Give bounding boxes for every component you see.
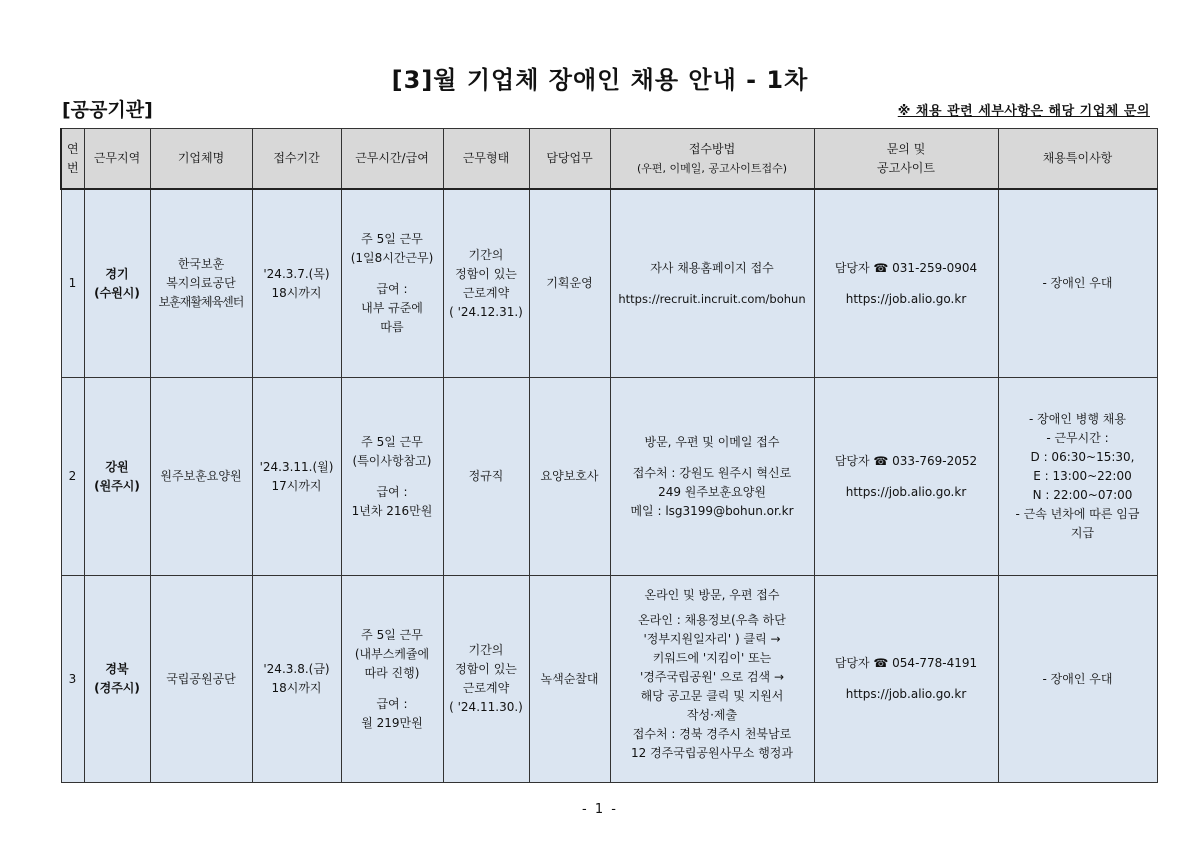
header-type: 근무형태 [443,129,529,190]
table-row [61,378,1157,576]
method-cell: 온라인 및 방문, 우편 접수 온라인 : 채용정보(우측 하단 '정부지원일자리' ) 클릭 → 키워드에 '지킴이' 또는 '경주국립공원' 으로 검색 → 해당 공고문 클릭 및 지원서 작성·제출 접수처 : 경북 경주시 천북남로 12 경주국립공원사무소 행정과 [610,576,814,783]
row-number: 1 [61,189,84,378]
page-title: [3]월 기업체 장애인 채용 안내 - 1차 [391,66,809,94]
method-cell: 방문, 우편 및 이메일 접수 접수처 : 강원도 원주시 혁신로 249 원주보훈요양원 메일 : lsg3199@bohun.or.kr [610,378,814,576]
company-cell: 국립공원공단 [150,576,252,783]
special-notes-cell: - 장애인 병행 채용 - 근무시간 : D : 06:30~15:30, E : 13:00~22:00 N : 22:00~07:00 - 근속 년차에 따른 임금 지급 [998,378,1157,576]
company-cell: 한국보훈 복지의료공단 보훈재활체육센터 [150,189,252,378]
special-notes-cell: - 장애인 우대 [998,576,1157,783]
type-cell: 정규직 [443,378,529,576]
inquiry-note: ※ 채용 관련 세부사항은 해당 기업체 문의 [897,104,1150,119]
header-hours-pay: 근무시간/급여 [341,129,443,190]
duty-cell: 녹색순찰대 [529,576,610,783]
email-link[interactable]: 메일 : lsg3199@bohun.or.kr [630,503,794,518]
header-company: 기업체명 [150,129,252,190]
header-contact: 문의 및 공고사이트 [814,129,998,190]
period-cell: '24.3.11.(월) 17시까지 [252,378,341,576]
duty-cell: 요양보호사 [529,378,610,576]
row-number: 2 [61,378,84,576]
header-region: 근무지역 [84,129,150,190]
hours-pay-cell: 주 5일 근무 (특이사항참고) 급여 : 1년차 216만원 [341,378,443,576]
hours-pay-cell: 주 5일 근무 (내부스케쥴에 따라 진행) 급여 : 월 219만원 [341,576,443,783]
header-duty: 담당업무 [529,129,610,190]
row-number: 3 [61,576,84,783]
job-alio-link[interactable]: https://job.alio.go.kr [845,291,967,306]
contact-cell: 담당자 ☎ 033-769-2052 https://job.alio.go.kr [814,378,998,576]
method-cell: 자사 채용홈페이지 접수 https://recruit.incruit.com/bohun [610,189,814,378]
header-row [61,129,1157,190]
recruit-link[interactable]: https://recruit.incruit.com/bohun [618,291,806,306]
job-alio-link[interactable]: https://job.alio.go.kr [845,484,967,499]
contact-cell: 담당자 ☎ 054-778-4191 https://job.alio.go.kr [814,576,998,783]
region-cell: 경북 (경주시) [84,576,150,783]
table-row [61,576,1157,783]
duty-cell: 기획운영 [529,189,610,378]
header-method: 접수방법 (우편, 이메일, 공고사이트접수) [610,129,814,190]
header-period: 접수기간 [252,129,341,190]
region-cell: 강원 (원주시) [84,378,150,576]
table-row [61,189,1157,378]
period-cell: '24.3.7.(목) 18시까지 [252,189,341,378]
job-alio-link[interactable]: https://job.alio.go.kr [845,687,967,701]
special-notes-cell: - 장애인 우대 [998,189,1157,378]
contact-cell: 담당자 ☎ 031-259-0904 https://job.alio.go.kr [814,189,998,378]
type-cell: 기간의 정함이 있는 근로계약 ( '24.11.30.) [443,576,529,783]
section-label: [공공기관] [62,99,153,121]
region-cell: 경기 (수원시) [84,189,150,378]
header-special: 채용특이사항 [998,129,1157,190]
header-no: 연 번 [61,129,84,190]
hours-pay-cell: 주 5일 근무 (1일8시간근무) 급여 : 내부 규준에 따름 [341,189,443,378]
company-cell: 원주보훈요양원 [150,378,252,576]
type-cell: 기간의 정함이 있는 근로계약 ( '24.12.31.) [443,189,529,378]
recruitment-table [60,128,1158,783]
period-cell: '24.3.8.(금) 18시까지 [252,576,341,783]
page-number: - 1 - [582,802,618,817]
